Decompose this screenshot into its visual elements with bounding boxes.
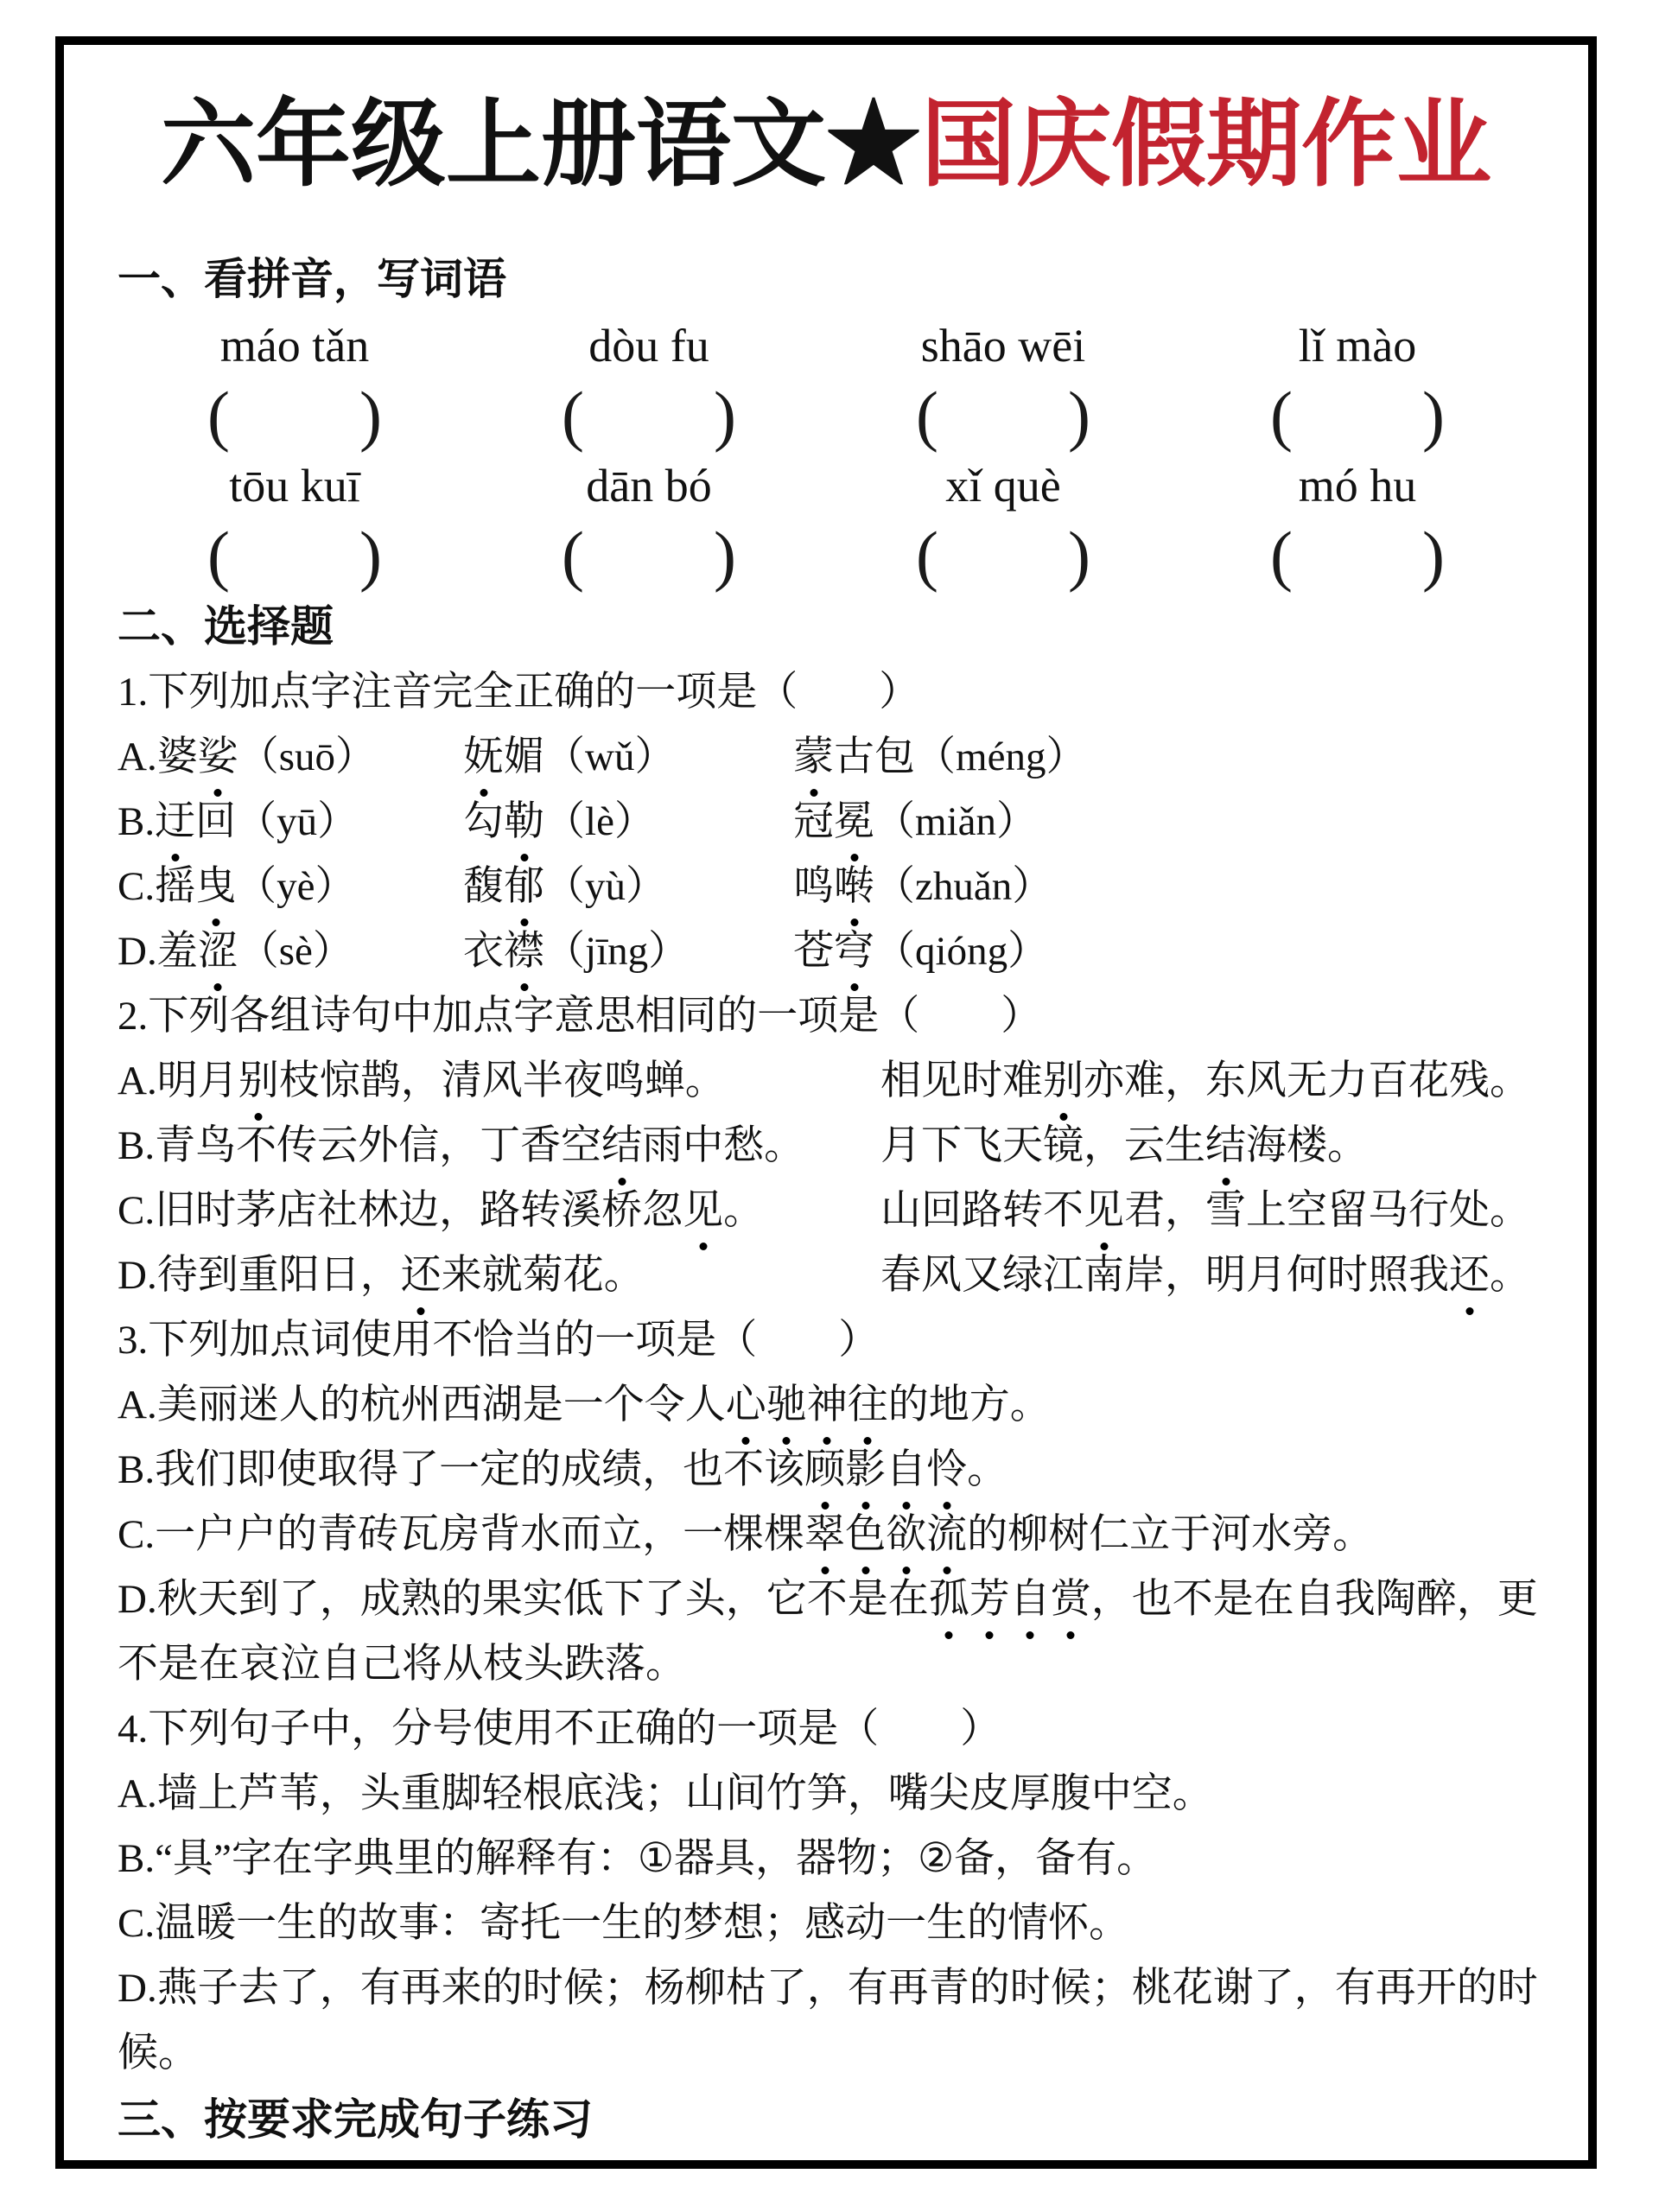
question-2-option-d	[118, 1243, 1535, 1308]
question-1-option-d	[118, 919, 1535, 984]
pinyin-word: dān bó	[586, 460, 712, 512]
option-item: B.迂回（yū）	[118, 790, 463, 855]
answer-blank	[472, 378, 826, 453]
open-paren: (	[916, 378, 938, 453]
pinyin-word: xǐ què	[945, 460, 1061, 512]
question-3-option-d-line-2: 不是在哀泣自己将从枝头跌落。	[118, 1642, 686, 1687]
pinyin-word: shāo wēi	[920, 320, 1086, 372]
option-item: 鸣啭（zhuǎn）	[793, 855, 1535, 919]
close-paren: )	[714, 518, 736, 593]
answer-blank	[826, 518, 1180, 593]
pinyin-word: máo tǎn	[219, 320, 370, 372]
close-paren: )	[714, 378, 736, 453]
open-paren: (	[916, 518, 938, 593]
section-1-heading: 一、看拼音，写词语	[118, 255, 506, 303]
option-left-phrase: A.明月别枝惊鹊，清风半夜鸣蝉。	[118, 1049, 880, 1114]
answer-blank-row-1	[118, 378, 1535, 453]
option-item: D.羞涩（sè）	[118, 919, 463, 984]
open-paren: (	[207, 518, 230, 593]
option-item: A.婆娑（suō）	[118, 725, 463, 790]
close-paren: )	[1422, 518, 1445, 593]
option-right-phrase: 月下飞天镜，云生结海楼。	[880, 1114, 1535, 1179]
question-4-option-c: C.温暖一生的故事：寄托一生的梦想；感动一生的情怀。	[118, 1901, 1130, 1946]
answer-blank	[1180, 518, 1535, 593]
answer-blank-row-2	[118, 518, 1535, 593]
question-3-option-a: A.美丽迷人的杭州西湖是一个令人心驰神往的地方。	[118, 1373, 1535, 1438]
option-item: 馥郁（yù）	[463, 855, 793, 919]
page-title	[118, 81, 1535, 209]
close-paren: )	[1068, 378, 1090, 453]
option-item: C.摇曳（yè）	[118, 855, 463, 919]
title-course-part: 六年级上册语文★	[161, 92, 921, 198]
close-paren: )	[1422, 378, 1445, 453]
question-3-option-c: C.一户户的青砖瓦房背水而立，一棵棵翠色欲流的柳树仁立于河水旁。	[118, 1503, 1535, 1567]
question-3-option-d-line-1: D.秋天到了，成熟的果实低下了头，它不是在孤芳自赏，也不是在自我陶醉，更	[118, 1567, 1535, 1632]
question-2-option-a	[118, 1049, 1535, 1114]
pinyin-row-1	[118, 313, 1535, 378]
question-3-stem: 3.下列加点词使用不恰当的一项是（ ）	[118, 1318, 880, 1363]
close-paren: )	[359, 378, 382, 453]
question-3-option-b: B.我们即使取得了一定的成绩，也不该顾影自怜。	[118, 1438, 1535, 1503]
question-4-option-b: B.“具”字在字典里的解释有：①器具，器物；②备，备有。	[118, 1836, 1158, 1881]
answer-blank	[472, 518, 826, 593]
pinyin-table	[118, 313, 1535, 593]
option-left-phrase: D.待到重阳日，还来就菊花。	[118, 1243, 880, 1308]
question-2-option-c	[118, 1179, 1535, 1243]
answer-blank	[118, 378, 472, 453]
answer-blank	[826, 378, 1180, 453]
option-left-phrase: B.青鸟不传云外信，丁香空结雨中愁。	[118, 1114, 880, 1179]
page-border-frame	[55, 36, 1597, 2169]
question-1-option-c	[118, 855, 1535, 919]
option-right-phrase: 相见时难别亦难，东风无力百花残。	[880, 1049, 1535, 1114]
close-paren: )	[359, 518, 382, 593]
section-3-heading: 三、按要求完成句子练习	[118, 2095, 593, 2144]
answer-blank	[1180, 378, 1535, 453]
question-1-option-a	[118, 725, 1535, 790]
pinyin-row-2	[118, 453, 1535, 518]
open-paren: (	[207, 378, 230, 453]
option-left-phrase: C.旧时茅店社林边，路转溪桥忽见。	[118, 1179, 880, 1243]
pinyin-word: tōu kuī	[229, 460, 360, 512]
option-item: 蒙古包（méng）	[793, 725, 1535, 790]
open-paren: (	[562, 378, 584, 453]
question-1-stem: 1.下列加点字注音完全正确的一项是（ ）	[118, 670, 920, 715]
option-item: 苍穹（qióng）	[793, 919, 1535, 984]
question-4-stem: 4.下列句子中，分号使用不正确的一项是（ ）	[118, 1707, 1001, 1751]
option-item: 妩媚（wǔ）	[463, 725, 793, 790]
question-2-stem: 2.下列各组诗句中加点字意思相同的一项是（ ）	[118, 994, 1042, 1039]
question-4-option-a: A.墙上芦苇，头重脚轻根底浅；山间竹笋，嘴尖皮厚腹中空。	[118, 1771, 1213, 1816]
open-paren: (	[1270, 378, 1293, 453]
pinyin-word: mó hu	[1298, 460, 1417, 512]
question-4-option-d-line-1: D.燕子去了，有再来的时候；杨柳枯了，有再青的时候；桃花谢了，有再开的时	[118, 1966, 1538, 2011]
option-item: 冠冕（miǎn）	[793, 790, 1535, 855]
title-holiday-part: 国庆假期作业	[921, 92, 1491, 198]
option-right-phrase: 春风又绿江南岸，明月何时照我还。	[880, 1243, 1535, 1308]
option-item: 衣襟（jīng）	[463, 919, 793, 984]
question-2-option-b	[118, 1114, 1535, 1179]
option-right-phrase: 山回路转不见君，雪上空留马行处。	[880, 1179, 1535, 1243]
open-paren: (	[1270, 518, 1293, 593]
pinyin-word: lǐ mào	[1298, 320, 1417, 372]
question-1-option-b	[118, 790, 1535, 855]
close-paren: )	[1068, 518, 1090, 593]
open-paren: (	[562, 518, 584, 593]
section-2-heading: 二、选择题	[118, 602, 334, 651]
question-4-option-d-line-2: 候。	[118, 2031, 199, 2075]
pinyin-word: dòu fu	[588, 320, 709, 372]
answer-blank	[118, 518, 472, 593]
option-item: 勾勒（lè）	[463, 790, 793, 855]
